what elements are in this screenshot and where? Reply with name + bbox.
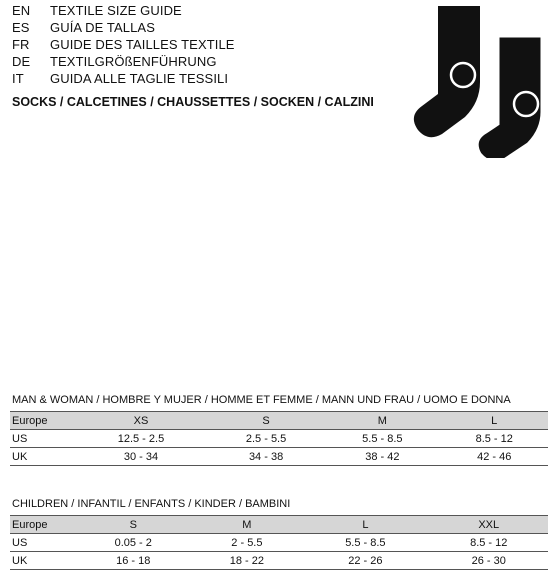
row-label: US [10, 430, 74, 448]
socks-icon [400, 2, 550, 158]
header-cell: Europe [10, 516, 74, 534]
guide-titles [12, 2, 235, 87]
adult-size-table [10, 411, 548, 466]
header-cell: Europe [10, 412, 74, 430]
table-cell: 22 - 26 [301, 552, 429, 570]
header-cell: M [193, 516, 302, 534]
header-cell: M [324, 412, 440, 430]
table-cell: 2.5 - 5.5 [208, 430, 324, 448]
row-label: UK [10, 552, 74, 570]
header-cell: L [440, 412, 548, 430]
table-cell: 26 - 30 [429, 552, 548, 570]
table-cell: 8.5 - 12 [429, 534, 548, 552]
row-label: UK [10, 448, 74, 466]
table-row [10, 430, 548, 448]
table-cell: 38 - 42 [324, 448, 440, 466]
title-text: GUIDE DES TAILLES TEXTILE [50, 37, 235, 52]
title-row-es [12, 19, 235, 36]
table-row [10, 552, 548, 570]
children-section-title: CHILDREN / INFANTIL / ENFANTS / KINDER / BAMBINI [12, 498, 291, 510]
header-cell: XS [74, 412, 208, 430]
language-code: EN [12, 3, 31, 18]
language-code: IT [12, 71, 24, 86]
table-cell: 5.5 - 8.5 [301, 534, 429, 552]
header-cell: L [301, 516, 429, 534]
table-cell: 8.5 - 12 [440, 430, 548, 448]
header-cell: XXL [429, 516, 548, 534]
table-cell: 30 - 34 [74, 448, 208, 466]
title-row-de [12, 53, 235, 70]
table-header-row [10, 516, 548, 534]
table-cell: 2 - 5.5 [193, 534, 302, 552]
table-row [10, 534, 548, 552]
table-cell: 5.5 - 8.5 [324, 430, 440, 448]
title-row-it [12, 70, 235, 87]
table-cell: 0.05 - 2 [74, 534, 193, 552]
table-cell: 42 - 46 [440, 448, 548, 466]
table-cell: 34 - 38 [208, 448, 324, 466]
title-text: GUIDA ALLE TAGLIE TESSILI [50, 71, 229, 86]
children-size-table [10, 515, 548, 570]
table-cell: 18 - 22 [193, 552, 302, 570]
title-text: TEXTILE SIZE GUIDE [50, 3, 182, 18]
language-code: DE [12, 54, 31, 69]
language-code: ES [12, 20, 30, 35]
table-header-row [10, 412, 548, 430]
language-code: FR [12, 37, 30, 52]
title-row-fr [12, 36, 235, 53]
table-row [10, 448, 548, 466]
row-label: US [10, 534, 74, 552]
title-row-en [12, 2, 235, 19]
table-cell: 12.5 - 2.5 [74, 430, 208, 448]
header-cell: S [208, 412, 324, 430]
product-category-title: SOCKS / CALCETINES / CHAUSSETTES / SOCKEN / CALZINI [12, 95, 374, 109]
title-text: TEXTILGRÖßENFÜHRUNG [50, 54, 217, 69]
table-cell: 16 - 18 [74, 552, 193, 570]
header-cell: S [74, 516, 193, 534]
adult-section-title: MAN & WOMAN / HOMBRE Y MUJER / HOMME ET FEMME / MANN UND FRAU / UOMO E DONNA [12, 394, 511, 406]
title-text: GUÍA DE TALLAS [50, 20, 155, 35]
